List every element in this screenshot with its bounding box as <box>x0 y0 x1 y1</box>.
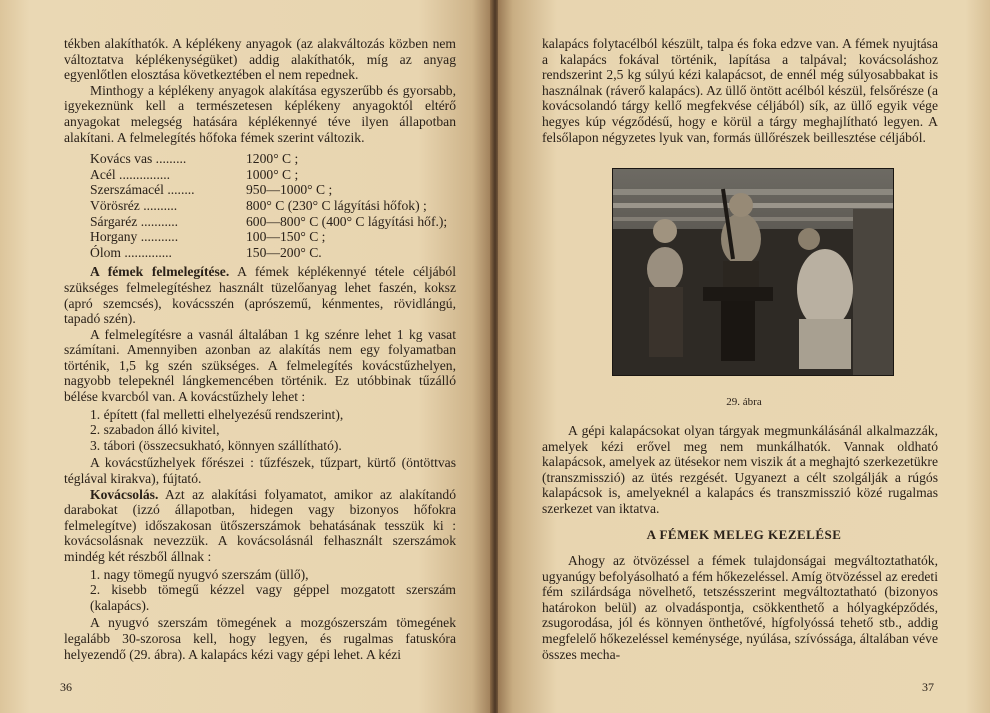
table-row <box>90 151 456 167</box>
page-number: 36 <box>60 680 72 694</box>
paragraph: tékben alakíthatók. A képlékeny anyagok (az alakváltozás közben nem változtatva képlékenységüket) addig alakíthatók, míg az anyag egyenlőtlen elosztása következtében el nem repednek. <box>64 36 456 83</box>
metal-name: Acél ............... <box>90 166 171 182</box>
metal-name: Kovács vas ......... <box>90 151 187 167</box>
right-page-middle-text <box>542 423 938 517</box>
temperature-value: 950—1000° C ; <box>246 182 333 198</box>
table-row <box>90 167 456 183</box>
tool-list <box>64 567 456 614</box>
metal-name: Horgany ........... <box>90 229 179 245</box>
forge-type-list <box>64 407 456 454</box>
metal-name: Vörösréz .......... <box>90 197 178 213</box>
table-row <box>90 214 456 230</box>
metal-name: Sárgaréz ........... <box>90 213 179 229</box>
right-page-top-text <box>542 36 938 145</box>
list-item: 2. szabadon álló kivitel, <box>90 422 220 438</box>
paragraph-text: A fémek képlékennyé tétele céljából szükséges felmelegítéshez használt tüzelőanyag lehet faszén, koksz (apró szemcsés), kovácsszén (aprószemű, kénmentes, rövidlángú, tapadó szén). <box>64 264 457 327</box>
metal-name: Szerszámacél ........ <box>90 182 195 198</box>
paragraph: Ahogy az ötvözéssel a fémek tulajdonságai megváltoztathatók, ugyanúgy befolyásolható a fém hőkezeléssel. Amíg ötvözéssel az eredeti fém szilárdsága növelhető, tetszésszerint megváltoztatható (bizonyos határokon belül) az olvadáspontja, csökkenthető a hólyagképződés, zsugorodása, jól és könnyen önthetővé, hígfolyóssá tehető stb., addig megfelelő hőkezeléssel keménysége, nyúlása, szívóssága, általában véve összes mecha- <box>542 553 938 662</box>
temperature-value: 800° C (230° C lágyítási hőfok) ; <box>246 197 427 213</box>
run-in-heading: A fémek felmelegítése. <box>90 264 230 280</box>
paragraph <box>64 487 456 565</box>
right-page <box>498 0 990 713</box>
paragraph-text: Azt az alakítási folyamatot, amikor az alakítandó darabokat (izzó állapotban, hidegen vagy bizonyos hőfokra felmelegítve) időszakosan ütőszerszámok behatásának tesszük ki : kovácsolásnak nevezzük. A kovácsolásnál felhasznált szerszámok mindég két részből állnak : <box>64 486 456 564</box>
metal-name: Ólom .............. <box>90 244 172 260</box>
list-item: 2. kisebb tömegű kézzel vagy géppel mozgatott szerszám (kalapács). <box>90 582 456 613</box>
paragraph: A felmelegítésre a vasnál általában 1 kg szénre lehet 1 kg vasat számítani. Amennyiben azonban az alakítás nem egy folyamatban történik, 1,5 kg szén szükséges. A felmelegítés kovácstűzhelyen, nagyobb telepeknél lángkemencében történik. Ez utóbbinak tűzálló bélése kvarcból van. A kovácstűzhely lehet : <box>64 326 456 405</box>
blacksmiths-photo-image <box>613 169 893 375</box>
page-number: 37 <box>922 680 934 694</box>
list-item: 1. épített (fal melletti elhelyezésű rendszerint), <box>90 406 344 422</box>
heating-temperature-table <box>90 151 456 260</box>
section-heading: A FÉMEK MELEG KEZELÉSE <box>646 527 842 542</box>
temperature-value: 100—150° C ; <box>246 229 326 245</box>
right-page-bottom-text <box>542 553 938 662</box>
list-item: 3. tábori (összecsukható, könnyen szállítható). <box>90 437 342 453</box>
temperature-value: 600—800° C (400° C lágyítási hőf.); <box>246 213 448 229</box>
temperature-value: 150—200° C. <box>246 244 322 260</box>
temperature-value: 1000° C ; <box>246 166 299 182</box>
table-row <box>90 182 456 198</box>
left-page-text <box>64 36 456 662</box>
paragraph: A nyugvó szerszám tömegének a mozgószerszám tömegének legalább 30-szorosa kell, hogy legyen, és rugalmas fatuskóra helyezendő (29. ábra). A kalapács kézi vagy gépi lehet. A kézi <box>64 615 456 662</box>
table-row <box>90 229 456 245</box>
left-page <box>0 0 492 713</box>
list-item: 1. nagy tömegű nyugvó szerszám (üllő), <box>90 566 309 582</box>
paragraph: A kovácstűzhelyek főrészei : tűzfészek, tűzpart, kürtő (öntöttvas téglával kirakva), fújtató. <box>64 455 456 487</box>
forging-photo <box>612 168 894 376</box>
paragraph: Minthogy a képlékeny anyagok alakítása egyszerűbb és gyorsabb, igyekeznünk kell a természetesen képlékeny anyagoktól eltérő anyagokat melegség hatására képlékennyé téve ilyen állapotban alakítani. A felmelegítés hőfoka fémek szerint változik. <box>64 82 456 145</box>
paragraph: A gépi kalapácsokat olyan tárgyak megmunkálásánál alkalmazzák, amelyek kézi erővel meg nem munkálhatók. Vannak oldható kalapácsok, amelyek az ütésekor nem viszik át a meghajtó szerkezetükre (transzmisszió) az ütés rezgését. Ugyanezt a célt szolgálják a rúgós kalapácsok is, amelyeknél a kalapács és transzmisszió közé rugalmas szerkezet van iktatva. <box>542 423 938 516</box>
paragraph: kalapács folytacélból készült, talpa és foka edzve van. A fémek nyujtása a kalapács fokával történik, lapítása a talpával; kovácsoláshoz rendszerint 2,5 kg súlyú kézi kalapácsot, de ennél még súlyosabbakat is használnak (ráverő kalapács). Az üllő öntött acélból készül, felsőrésze (a kovácsolandó tárgy kellő megfekvése céljából) sík, az üllő egyik vége hegyes kúp végződésű, hogy e körül a tárgy meghajlítható legyen. A felsőlapon négyzetes lyuk van, formás üllőrészek beillesztése céljából. <box>542 36 938 145</box>
table-row <box>90 245 456 261</box>
paragraph <box>64 264 456 326</box>
figure-caption: 29. ábra <box>726 396 762 408</box>
run-in-heading: Kovácsolás. <box>90 486 159 502</box>
table-row <box>90 198 456 214</box>
temperature-value: 1200° C ; <box>246 151 299 167</box>
